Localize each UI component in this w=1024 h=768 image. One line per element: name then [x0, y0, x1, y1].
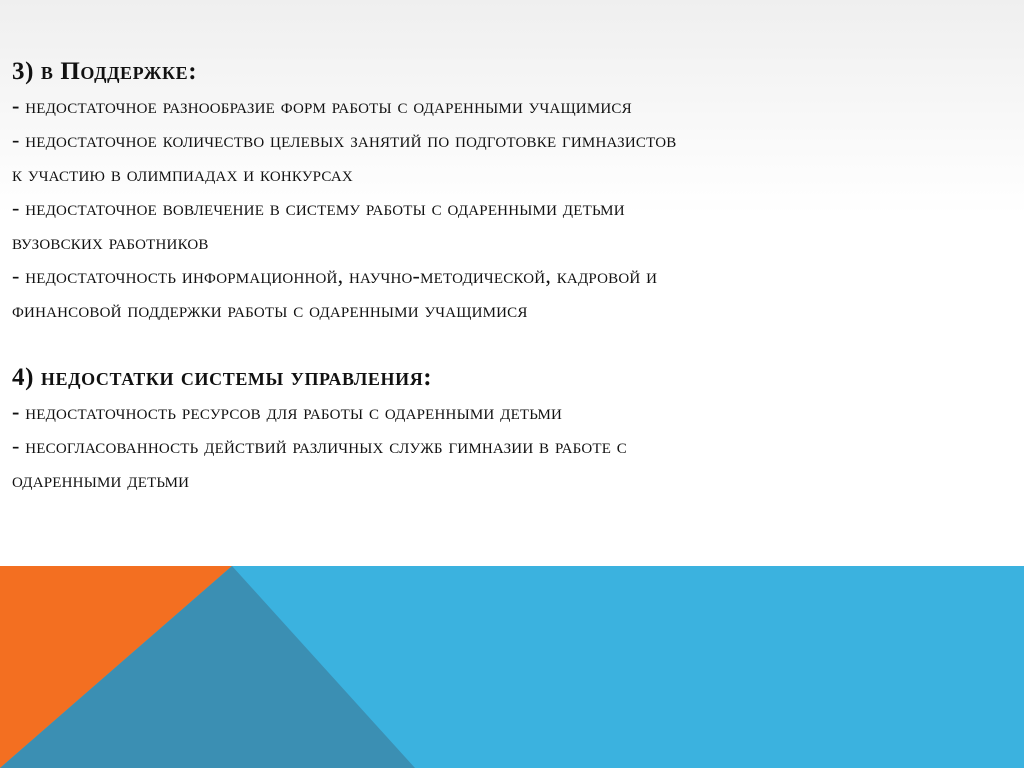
list-item-text: одаренными детьми	[12, 467, 190, 492]
list-item	[12, 123, 1012, 157]
list-item-text: недостаточность информационной, научно-методической, кадровой и	[19, 263, 658, 288]
decorative-bottom-band	[0, 566, 1024, 768]
list-item-text: недостаточность ресурсов для работы с одаренными детьми	[19, 399, 563, 424]
decorative-shapes	[0, 566, 1024, 768]
list-item	[12, 429, 1012, 463]
list-item-text: финансовой поддержки работы с одаренными учащимися	[12, 297, 528, 322]
bullet-dash: -	[12, 263, 20, 288]
list-item-continuation	[12, 463, 1012, 497]
list-item-text: вузовских работников	[12, 229, 209, 254]
list-item	[12, 89, 1012, 123]
section-heading: 3) в Поддержке:	[12, 58, 198, 85]
list-item	[12, 191, 1012, 225]
section-heading: 4) недостатки системы управления:	[12, 364, 433, 391]
list-item-text: недостаточное разнообразие форм работы с одаренными учащимися	[19, 93, 632, 118]
list-item-text: к участию в олимпиадах и конкурсах	[12, 161, 353, 186]
list-item-text: несогласованность действий различных служб гимназии в работе с	[19, 433, 627, 458]
list-item-continuation	[12, 225, 1012, 259]
list-item-continuation	[12, 157, 1012, 191]
section-management	[12, 361, 1012, 497]
slide-content	[12, 55, 1012, 497]
list-item	[12, 259, 1012, 293]
bullet-dash: -	[12, 93, 20, 118]
list-item-text: недостаточное количество целевых занятий по подготовке гимназистов	[19, 127, 677, 152]
section-support	[12, 55, 1012, 327]
bullet-dash: -	[12, 433, 20, 458]
bullet-dash: -	[12, 195, 20, 220]
list-item-continuation	[12, 293, 1012, 327]
list-item	[12, 395, 1012, 429]
list-item-text: недостаточное вовлечение в систему работы с одаренными детьми	[19, 195, 625, 220]
bullet-dash: -	[12, 399, 20, 424]
bullet-dash: -	[12, 127, 20, 152]
